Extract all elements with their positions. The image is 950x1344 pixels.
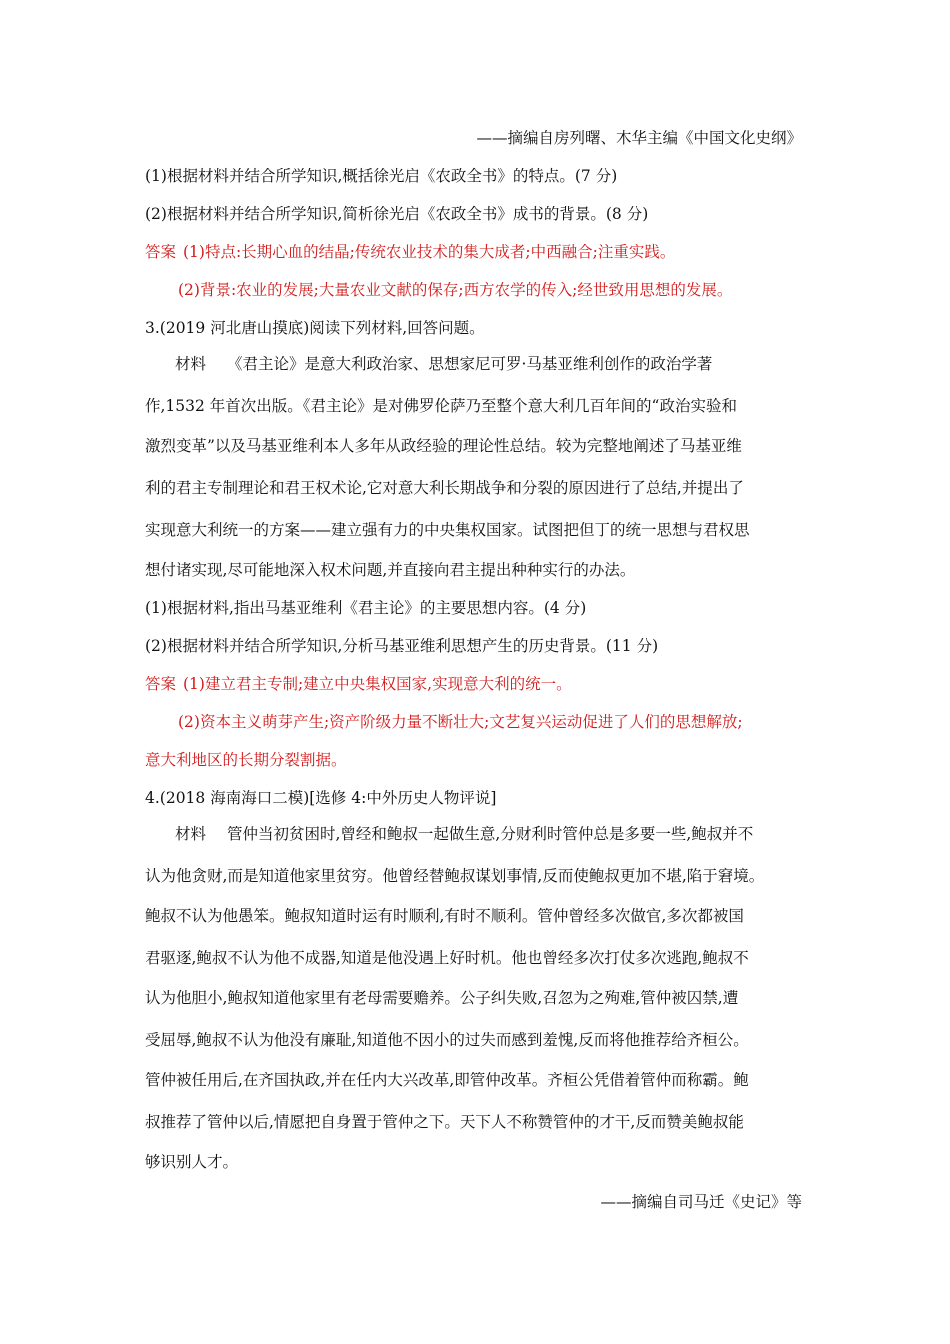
material-text: 《君主论》是意大利政治家、思想家尼可罗·马基亚维利创作的政治学著 [227,355,713,373]
q2-answer-2: (2)背景:农业的发展;大量农业文献的保存;西方农学的传入;经世致用思想的发展。 [178,281,733,299]
q4-heading: 4.(2018 海南海口二模)[选修 4:中外历史人物评说] [145,789,497,807]
q3-material-line-6: 想付诸实现,尽可能地深入权术问题,并直接向君主提出种种实行的办法。 [145,561,636,579]
q4-material-line-9: 够识别人才。 [145,1153,239,1171]
q2-answer-1-text: (1)特点:长期心血的结晶;传统农业技术的集大成者;中西融合;注重实践。 [183,243,676,261]
answer-label: 答案 [145,243,177,261]
q4-source: ——摘编自司马迁《史记》等 [600,1193,802,1211]
q3-material-line-5: 实现意大利统一的方案——建立强有力的中央集权国家。试图把但丁的统一思想与君权思 [145,521,750,539]
q4-material-line-4: 君驱逐,鲍叔不认为他不成器,知道是他没遇上好时机。他也曾经多次打仗多次逃跑,鲍叔不 [145,949,749,967]
q3-answer-2-cont: 意大利地区的长期分裂割据。 [145,751,347,769]
q3-material-line-4: 利的君主专制理论和君王权术论,它对意大利长期战争和分裂的原因进行了总结,并提出了 [145,479,744,497]
q2-subquestion-2: (2)根据材料并结合所学知识,简析徐光启《农政全书》成书的背景。(8 分) [145,205,649,223]
q4-material-line-8: 叔推荐了管仲以后,情愿把自身置于管仲之下。天下人不称赞管仲的才干,反而赞美鲍叔能 [145,1113,744,1131]
q3-heading: 3.(2019 河北唐山摸底)阅读下列材料,回答问题。 [145,319,485,337]
material-text: 管仲当初贫困时,曾经和鲍叔一起做生意,分财利时管仲总是多要一些,鲍叔并不 [227,825,754,843]
q4-material-line-1 [175,824,753,844]
q4-material-line-6: 受屈辱,鲍叔不认为他没有廉耻,知道他不因小的过失而感到羞愧,反而将他推荐给齐桓公。 [145,1031,749,1049]
material-label: 材料 [175,825,207,843]
q3-material-line-2: 作,1532 年首次出版。《君主论》是对佛罗伦萨乃至整个意大利几百年间的“政治实验和 [145,397,737,415]
q3-material-line-1 [175,354,712,374]
q4-material-line-7: 管仲被任用后,在齐国执政,并在任内大兴改革,即管仲改革。齐桓公凭借着管仲而称霸。鲍 [145,1071,749,1089]
q3-answer-2: (2)资本主义萌芽产生;资产阶级力量不断壮大;文艺复兴运动促进了人们的思想解放; [178,713,743,731]
q4-material-line-3: 鲍叔不认为他愚笨。鲍叔知道时运有时顺利,有时不顺利。管仲曾经多次做官,多次都被国 [145,907,744,925]
q2-subquestion-1: (1)根据材料并结合所学知识,概括徐光启《农政全书》的特点。(7 分) [145,167,618,185]
q3-subquestion-1: (1)根据材料,指出马基亚维利《君主论》的主要思想内容。(4 分) [145,599,587,617]
material-label: 材料 [175,355,207,373]
q4-material-line-5: 认为他胆小,鲍叔知道他家里有老母需要赡养。公子纠失败,召忽为之殉难,管仲被囚禁,遭 [145,989,739,1007]
q4-material-line-2: 认为他贪财,而是知道他家里贫穷。他曾经替鲍叔谋划事情,反而使鲍叔更加不堪,陷于窘境。 [145,867,765,885]
answer-label: 答案 [145,675,177,693]
q3-answer-1-text: (1)建立君主专制;建立中央集权国家,实现意大利的统一。 [183,675,572,693]
q2-answer-1 [145,242,675,262]
q3-answer-1 [145,674,572,694]
q3-subquestion-2: (2)根据材料并结合所学知识,分析马基亚维利思想产生的历史背景。(11 分) [145,637,659,655]
q2-source: ——摘编自房列曙、木华主编《中国文化史纲》 [476,129,802,147]
q3-material-line-3: 激烈变革”以及马基亚维利本人多年从政经验的理论性总结。较为完整地阐述了马基亚维 [145,437,742,455]
